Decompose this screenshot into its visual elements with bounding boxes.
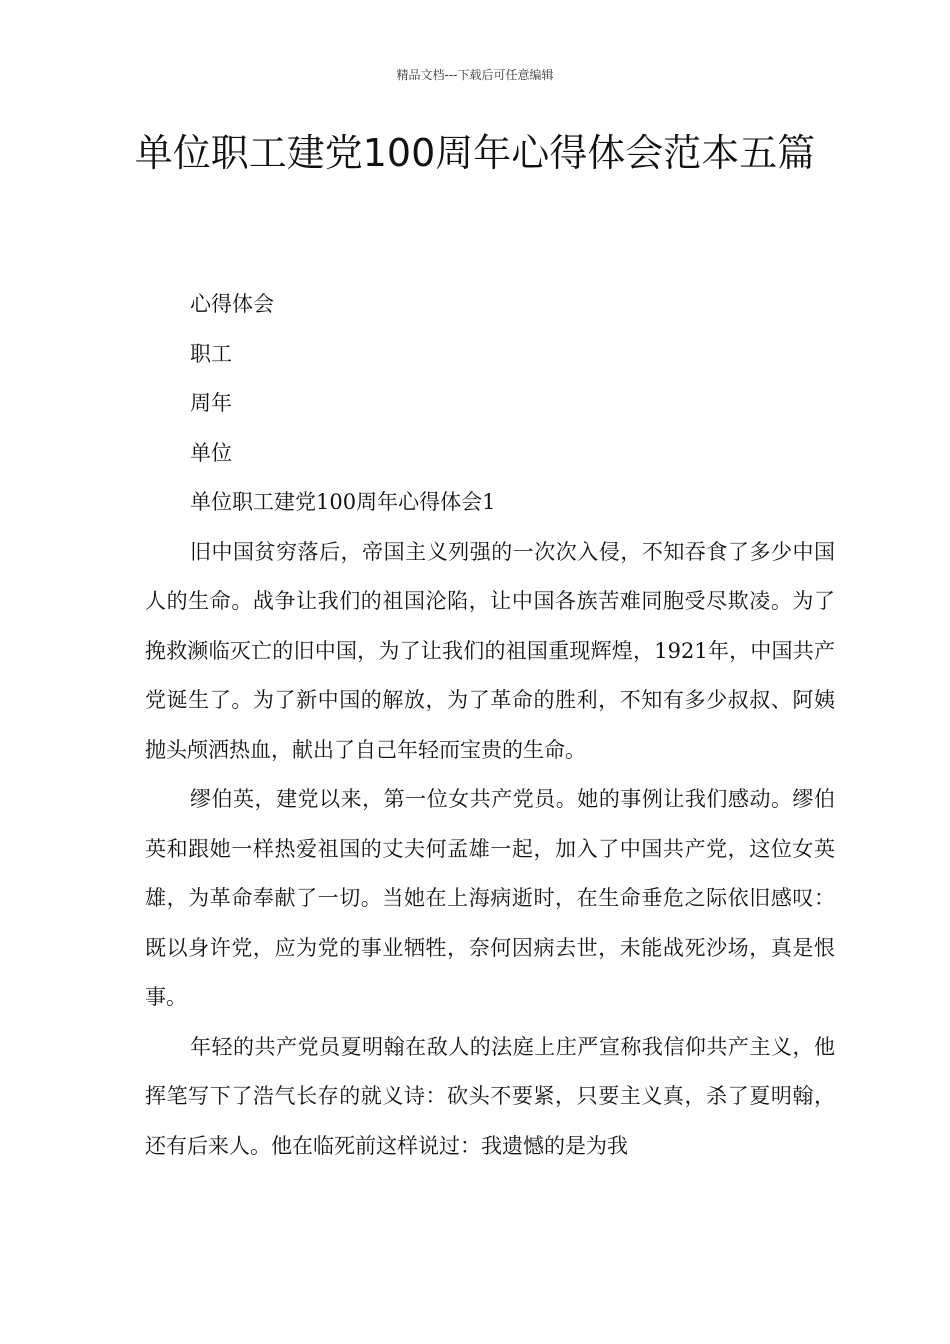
keyword-item: 单位 bbox=[190, 440, 232, 465]
body-paragraph: 旧中国贫穷落后，帝国主义列强的一次次入侵，不知吞食了多少中国人的生命。战争让我们的祖国沦陷，让中国各族苦难同胞受尽欺凌。为了挽救濒临灭亡的旧中国，为了让我们的祖国重现辉煌，1921年，中国共产党诞生了。为了新中国的解放，为了革命的胜利，不知有多少叔叔、阿姨抛头颅洒热血，献出了自己年轻而宝贵的生命。 bbox=[145, 539, 835, 762]
document-title: 单位职工建党100周年心得体会范本五篇 bbox=[134, 131, 816, 175]
document-body bbox=[145, 280, 835, 1171]
section-heading: 单位职工建党100周年心得体会1 bbox=[190, 490, 496, 514]
page-header-note: 精品文档---下载后可任意编辑 bbox=[396, 68, 554, 82]
keyword-item: 职工 bbox=[190, 341, 232, 366]
keyword-item: 心得体会 bbox=[190, 292, 274, 316]
body-paragraph: 年轻的共产党员夏明翰在敌人的法庭上庄严宣称我信仰共产主义，他挥笔写下了浩气长存的就义诗：砍头不要紧，只要主义真，杀了夏明翰，还有后来人。他在临死前这样说过：我遗憾的是为我 bbox=[145, 1034, 835, 1158]
body-paragraph: 缪伯英，建党以来，第一位女共产党员。她的事例让我们感动。缪伯英和跟她一样热爱祖国的丈夫何孟雄一起，加入了中国共产党，这位女英雄，为革命奉献了一切。当她在上海病逝时，在生命垂危之际依旧感叹：既以身许党，应为党的事业牺牲，奈何因病去世，未能战死沙场，真是恨事。 bbox=[145, 787, 835, 1009]
keyword-item: 周年 bbox=[190, 391, 232, 415]
